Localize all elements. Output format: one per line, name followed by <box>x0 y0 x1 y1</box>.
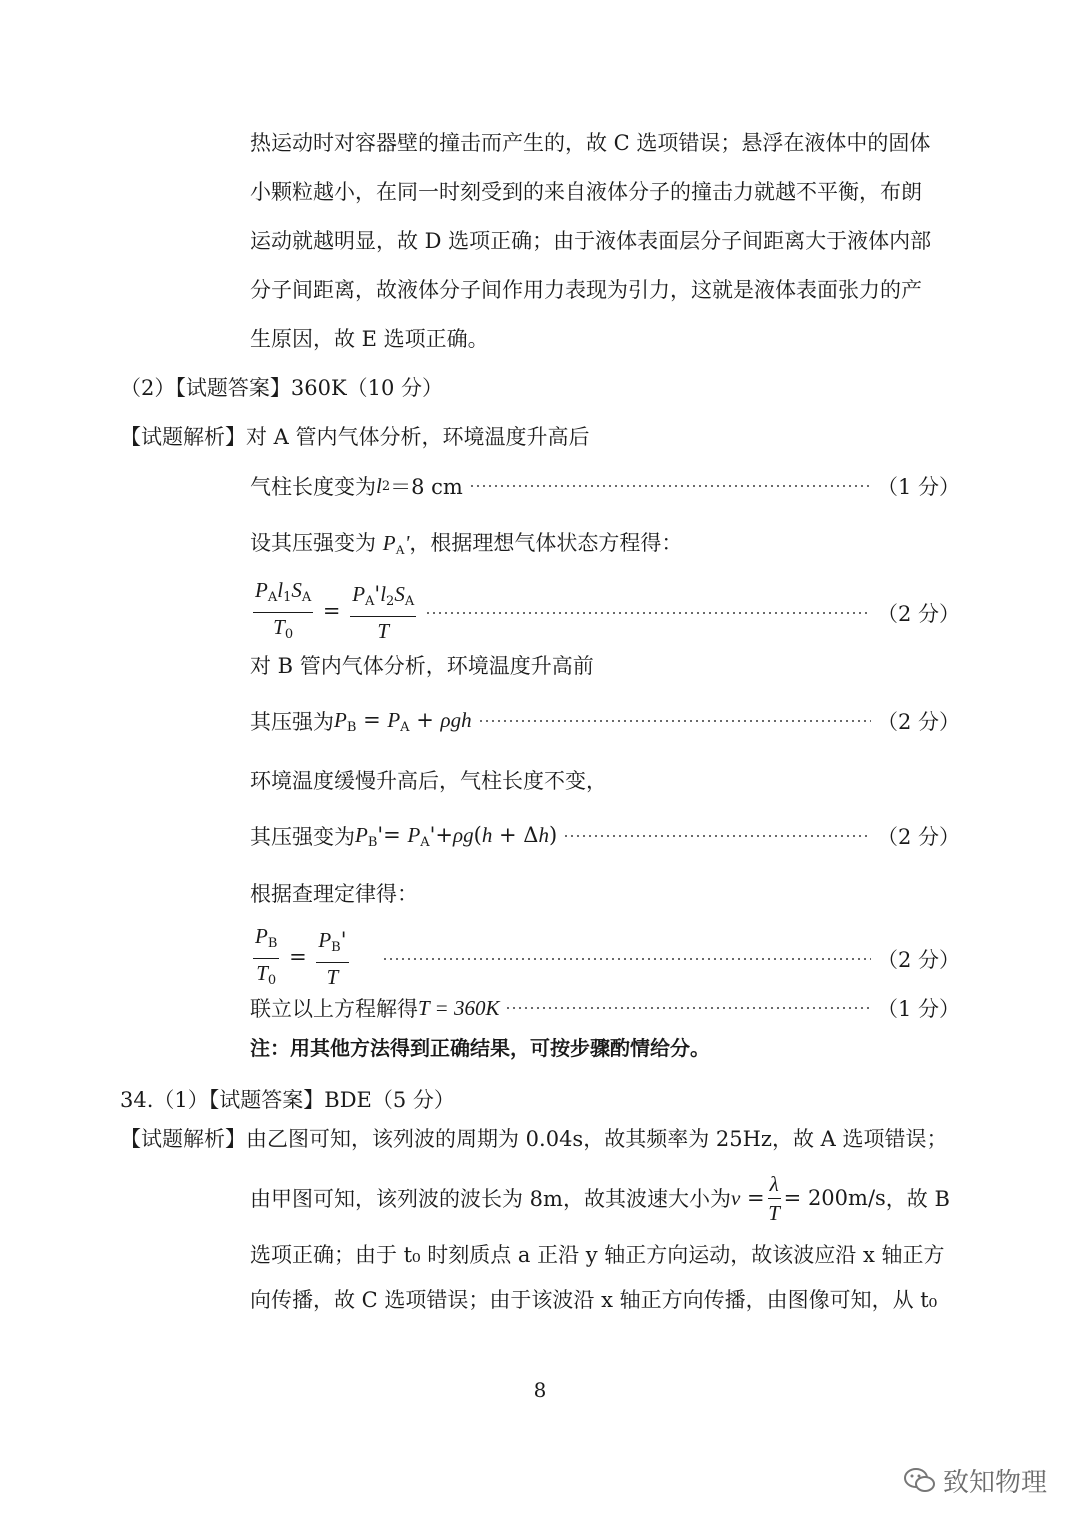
score-5: （2 分） <box>876 947 960 972</box>
formula-gas-state: $\frac{P_Al_1S_A}{T_0}$ = $\frac{P_A'l_2S_A}{T}$ <box>255 578 415 643</box>
page-number: 8 <box>533 1378 547 1402</box>
part2-answer: （2）【试题答案】360K（10 分） <box>120 376 444 400</box>
step-temp-rise: 环境温度缓慢升高后，气柱长度不变， <box>250 769 607 793</box>
score-3: （2 分） <box>876 710 960 734</box>
step-b-tube: 对 B 管内气体分析，环境温度升高前 <box>250 654 594 678</box>
step8-value: T = 360K <box>418 995 500 1020</box>
scoring-note: 注：用其他方法得到正确结果，可按步骤酌情给分。 <box>250 1036 710 1060</box>
equation-pb-prime <box>250 821 960 851</box>
step8-text: 联立以上方程解得 <box>250 997 418 1021</box>
equation-pb <box>250 706 960 736</box>
score-2: （2 分） <box>876 601 960 626</box>
step-pressure-set <box>250 528 682 565</box>
q34-line2: 由甲图可知，该列波的波长为 8m，故其波速大小为 v = $\frac{\lambda}{T}$ = 200m/s ，故 B <box>250 1171 950 1225</box>
equation-gas-state <box>250 578 960 647</box>
formula-pb-prime: $P_B'= P_A'+\rho g(h + \Delta h)$ <box>355 822 558 850</box>
leader-dots <box>469 485 871 487</box>
watermark-text: 致知物理 <box>943 1468 1048 1498</box>
equation-result <box>250 993 960 1023</box>
q34-line1: 由乙图可知，该列波的周期为 0.04s，故其频率为 25Hz，故 A 选项错误； <box>246 1127 948 1151</box>
analysis-intro: 对 A 管内气体分析，环境温度升高后 <box>246 425 590 449</box>
score-4: （2 分） <box>876 825 960 849</box>
para1-line2: 小颗粒越小，在同一时刻受到的来自液体分子的撞击力就越不平衡，布朗 <box>250 180 922 204</box>
q34-analysis-label: 【试题解析】 <box>120 1127 246 1151</box>
q34-line2-eq: = 200m/s <box>783 1186 886 1210</box>
formula-charles: $\frac{P_B}{T_0}$ = $\frac{P_B'}{T}$ <box>255 924 347 989</box>
step2-text: 设其压强变为 <box>250 531 383 555</box>
watermark <box>903 1462 1047 1499</box>
step1-sub: 2 <box>381 478 391 494</box>
step1-text: 气柱长度变为 <box>250 475 376 499</box>
q34-line2-post: ，故 B <box>885 1187 950 1211</box>
part2-analysis <box>120 422 590 452</box>
q34-line3: 选项正确；由于 t₀ 时刻质点 a 正沿 y 轴正方向运动，故该波应沿 x 轴正方 <box>250 1243 945 1267</box>
para1-line3: 运动就越明显，故 D 选项正确；由于液体表面层分子间距离大于液体内部 <box>250 229 932 253</box>
step6-text: 其压强变为 <box>250 825 355 849</box>
wechat-icon <box>903 1466 937 1496</box>
step-charles-law: 根据查理定律得： <box>250 882 418 906</box>
para1-line1: 热运动时对容器壁的撞击而产生的，故 C 选项错误；悬浮在液体中的固体 <box>250 131 931 155</box>
q34-line4: 向传播，故 C 选项错误；由于该波沿 x 轴正方向传播，由图像可知，从 t₀ <box>250 1288 938 1312</box>
score-1: （1 分） <box>876 475 960 499</box>
step-gas-length <box>250 471 960 501</box>
step2-tail: ，根据理想气体状态方程得： <box>409 531 683 555</box>
equation-charles <box>250 924 960 993</box>
leader-dots <box>505 1007 870 1009</box>
leader-dots <box>382 958 871 960</box>
leader-dots <box>563 835 871 837</box>
step1-var: l <box>376 473 382 498</box>
formula-v: v <box>730 1185 741 1210</box>
step4-text: 其压强为 <box>250 710 334 734</box>
score-6: （1 分） <box>876 997 960 1021</box>
para1-line5: 生原因，故 E 选项正确。 <box>250 327 489 351</box>
analysis-label: 【试题解析】 <box>120 425 246 449</box>
para1-line4: 分子间距离，故液体分子间作用力表现为引力，这就是液体表面张力的产 <box>250 278 922 302</box>
formula-lambda-over-t: $\frac{\lambda}{T}$ <box>768 1171 780 1225</box>
formula-pb: $P_B = P_A + \rho gh$ <box>334 707 472 735</box>
formula-pa-prime: $P_A'$ <box>382 531 410 557</box>
q34-analysis <box>120 1124 948 1154</box>
leader-dots <box>425 612 871 614</box>
q34-answer: 34.（1）【试题答案】BDE（5 分） <box>120 1088 455 1112</box>
leader-dots <box>478 720 871 722</box>
step1-value: ＝8 cm <box>390 475 463 499</box>
q34-line2-pre: 由甲图可知，该列波的波长为 8m，故其波速大小为 <box>250 1187 731 1211</box>
